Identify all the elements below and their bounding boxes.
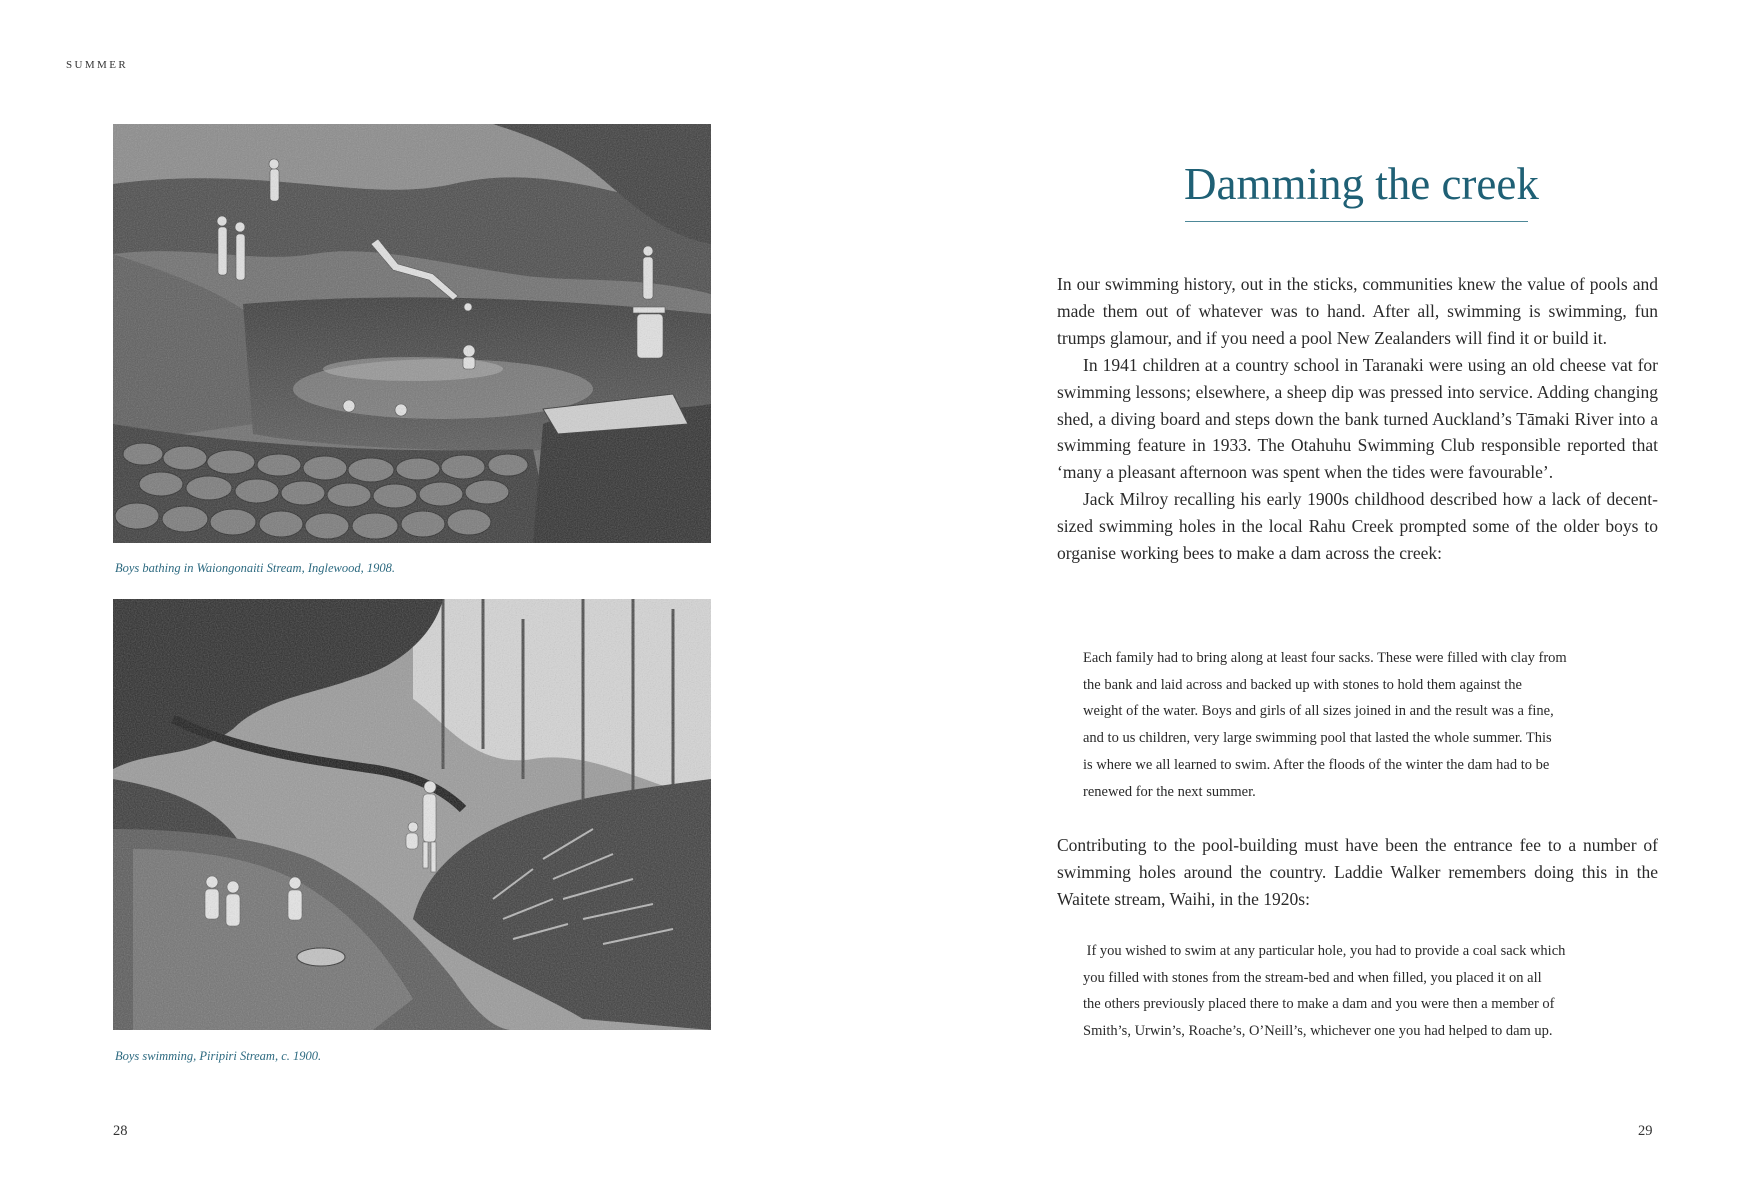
block-quote: [1083, 645, 1643, 805]
paragraph: In 1941 children at a country school in Taranaki were using an old cheese vat for swimming lessons; elsewhere, a sheep dip was pressed into service. Adding changing shed, a diving board and steps down the bank turned Auckland’s Tāmaki River into a swimming feature in 1933. The Otahuhu Swimming Club responsible reported that ‘many a pleasant afternoon was spent when the tides were favourable’.: [1057, 354, 1658, 483]
quote-line: and to us children, very large swimming pool that lasted the whole summer. This: [1083, 730, 1552, 747]
quote-line: If you wished to swim at any particular hole, you had to provide a coal sack which: [1083, 943, 1566, 959]
paragraph: In our swimming history, out in the sticks, communities knew the value of pools and made them out of whatever was to hand. After all, swimming is swimming, fun trumps glamour, and if you need a pool New Zealanders will find it or build it.: [1057, 274, 1658, 348]
photo-caption: Boys swimming, Piripiri Stream, c. 1900.: [115, 1049, 322, 1063]
photo-stream-bathing: [113, 124, 711, 543]
running-head: SUMMER: [66, 59, 129, 71]
body-text: [1057, 271, 1658, 567]
photo-caption: Boys bathing in Waiongonaiti Stream, Inglewood, 1908.: [115, 561, 395, 575]
quote-line: Smith’s, Urwin’s, Roache’s, O’Neill’s, whichever one you had helped to dam up.: [1083, 1023, 1553, 1040]
chapter-title: Damming the creek: [1184, 159, 1539, 209]
block-quote: [1083, 938, 1643, 1045]
quote-line: the others previously placed there to make a dam and you were then a member of: [1083, 996, 1555, 1013]
page-number-right: 29: [1638, 1123, 1653, 1139]
quote-line: weight of the water. Boys and girls of all sizes joined in and the result was a fine,: [1083, 703, 1554, 720]
quote-line: the bank and laid across and backed up with stones to hold them against the: [1083, 676, 1522, 693]
page-number-left: 28: [113, 1123, 128, 1139]
quote-line: is where we all learned to swim. After the floods of the winter the dam had to be: [1083, 756, 1550, 773]
quote-line: Each family had to bring along at least four sacks. These were filled with clay from: [1083, 650, 1567, 666]
paragraph: Jack Milroy recalling his early 1900s childhood described how a lack of decent-sized swimming holes in the local Rahu Creek prompted some of the older boys to organise working bees to make a dam across the creek:: [1057, 489, 1658, 564]
body-text: [1057, 832, 1658, 913]
title-underline: [1185, 221, 1528, 222]
photo-stream-swimming: [113, 599, 711, 1030]
photo-stream-bathing-image: [113, 124, 711, 543]
photo-stream-swimming-image: [113, 599, 711, 1030]
paragraph: Contributing to the pool-building must have been the entrance fee to a number of swimming holes around the country. Laddie Walker remembers doing this in the Waitete stream, Waihi, in the 1920s:: [1057, 835, 1658, 909]
quote-line: you filled with stones from the stream-bed and when filled, you placed it on all: [1083, 969, 1542, 986]
quote-line: renewed for the next summer.: [1083, 783, 1256, 800]
